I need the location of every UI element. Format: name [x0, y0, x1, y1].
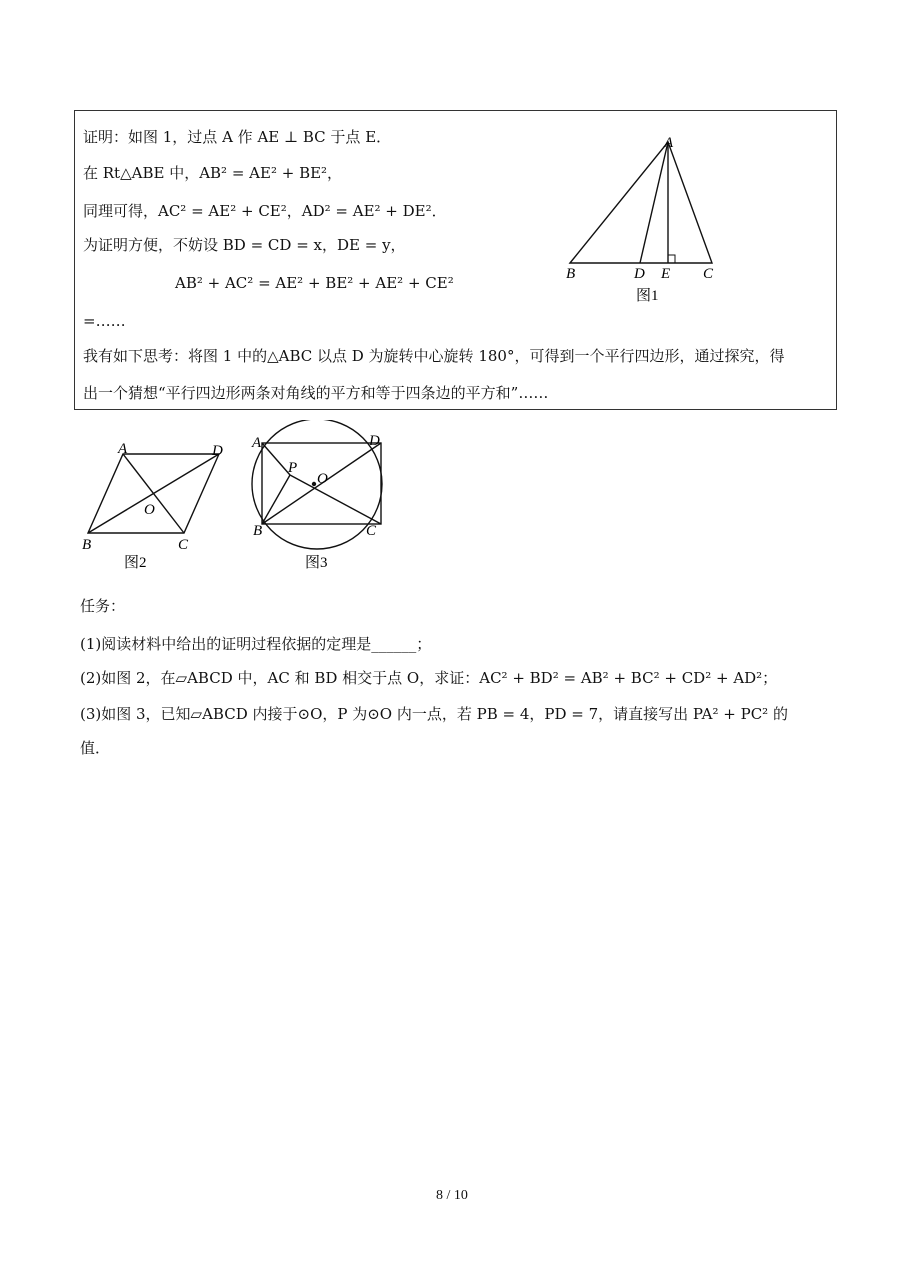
segment-pa: [262, 443, 290, 475]
figure-1-caption: 图1: [636, 288, 659, 304]
proof-line-8: 出一个猜想“平行四边形两条对角线的平方和等于四条边的平方和”……: [83, 384, 549, 402]
proof-line-1: 证明：如图 1，过点 A 作 AE ⊥ BC 于点 E．: [83, 128, 392, 146]
proof-line-7: 我有如下思考：将图 1 中的△ABC 以点 D 为旋转中心旋转 180°，可得到一个平行四边形，通过探究，得: [83, 347, 785, 365]
segment-pb: [262, 475, 290, 524]
proof-line-5: AB² + AC² = AE² + BE² + AE² + CE²: [175, 274, 454, 292]
point-o-label: O: [317, 471, 328, 487]
point-a-label: A: [664, 135, 674, 151]
tasks-heading: 任务：: [80, 597, 126, 615]
task-3-line-1: (3)如图 3，已知▱ABCD 内接于⊙O，P 为⊙O 内一点，若 PB = 4，PD = 7，请直接写出 PA² + PC² 的: [80, 705, 788, 723]
point-p-label: P: [288, 460, 298, 476]
point-b-label: B: [566, 266, 576, 282]
proof-line-6: =……: [83, 312, 126, 330]
center-dot: [312, 482, 316, 486]
point-d-label: D: [212, 443, 223, 459]
point-c-label: C: [178, 537, 189, 553]
point-e-label: E: [661, 266, 671, 282]
proof-line-3: 同理可得，AC² = AE² + CE²，AD² = AE² + DE²．: [83, 202, 447, 220]
point-b-label: B: [253, 523, 263, 539]
right-angle-mark: [668, 255, 675, 263]
point-b-label: B: [82, 537, 92, 553]
point-o-label: O: [144, 502, 155, 518]
figure-2-caption: 图2: [124, 555, 147, 571]
point-c-label: C: [366, 523, 377, 539]
task-3-line-2: 值．: [80, 739, 111, 757]
task-2: (2)如图 2，在▱ABCD 中，AC 和 BD 相交于点 O，求证：AC² + BD² = AB² + BC² + CD² + AD²；: [80, 669, 778, 687]
diagonal-bd: [88, 454, 219, 533]
point-d-label: D: [634, 266, 645, 282]
page-number: 8 / 10: [436, 1188, 468, 1203]
figure-2-diagram: [78, 440, 238, 575]
point-a-label: A: [252, 435, 262, 451]
proof-line-4: 为证明方便，不妨设 BD = CD = x，DE = y，: [83, 236, 406, 254]
point-c-label: C: [703, 266, 714, 282]
point-a-label: A: [118, 441, 128, 457]
triangle-abc: [570, 142, 712, 263]
proof-line-2: 在 Rt△ABE 中，AB² = AE² + BE²，: [83, 164, 343, 182]
task-1: (1)阅读材料中给出的证明过程依据的定理是______；: [80, 635, 432, 653]
figure-3-caption: 图3: [305, 555, 328, 571]
figure-3-diagram: [245, 420, 395, 575]
point-d-label: D: [369, 433, 380, 449]
figure-1-diagram: [560, 130, 730, 305]
segment-pc: [290, 475, 381, 524]
